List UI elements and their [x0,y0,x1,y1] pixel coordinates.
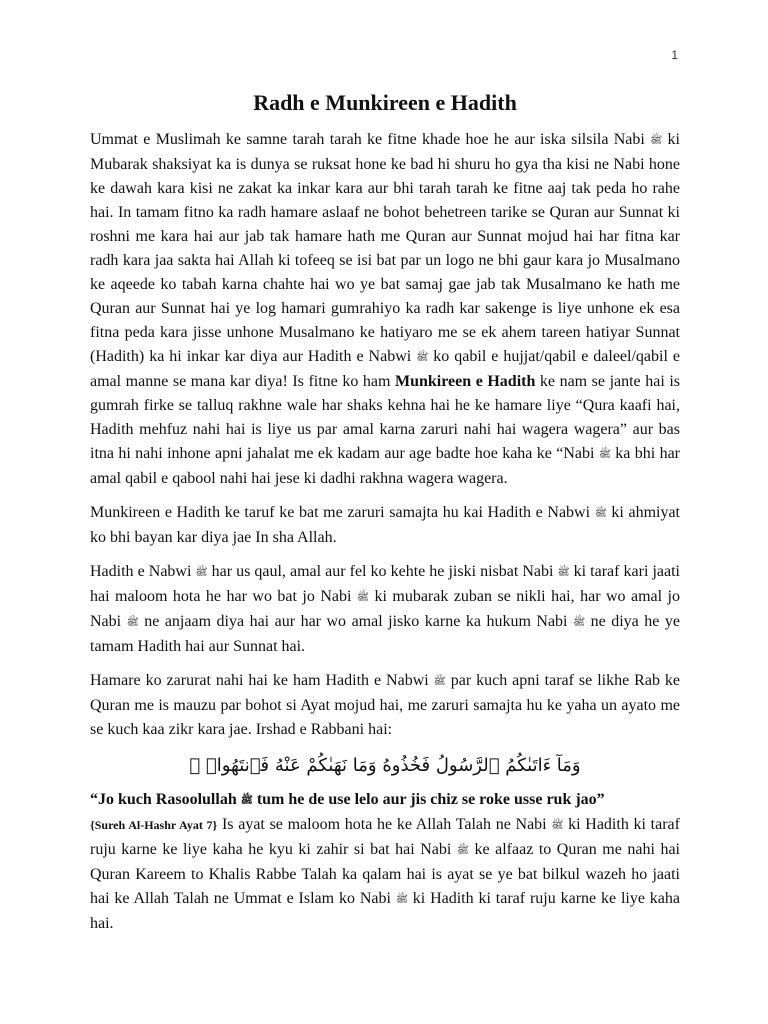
text-run: Munkireen e Hadith ke taruf ke bat me zaruri samajta hu kai Hadith e Nabwi [90,504,595,521]
text-run: har us qaul, amal aur fel ko kehte he jiski nisbat Nabi [207,563,558,580]
salawat-symbol: ﷺ [240,795,253,806]
text-run: ki taraf kari jaati hai maloom hota he har wo bat jo Nabi [90,563,680,605]
text-run: “Jo kuch Rasoolullah [90,791,241,808]
verse-reference: {Sureh Al-Hashr Ayat 7} [90,818,218,832]
text-run: Hamare ko zarurat nahi hai ke ham Hadith e Nabwi [90,672,434,689]
salawat-symbol: ﷺ [551,820,564,831]
text-run: ki mubarak zuban se nikli hai, har wo amal jo Nabi [90,588,681,630]
bold-term: Munkireen e Hadith [394,373,536,390]
salawat-symbol: ﷺ [416,352,429,363]
salawat-symbol: ﷺ [650,135,663,146]
salawat-symbol: ﷺ [557,567,570,578]
salawat-symbol: ﷺ [594,508,607,519]
salawat-symbol: ﷺ [126,617,139,628]
text-run: ko qabil e hujjat/qabil e daleel/qabil e amal manne se mana kar diya! Is fitne ko ham [90,348,680,390]
text-run: ki Hadith ki taraf ruju karne ke liye kaha hai. [90,890,681,932]
text-run: tum he de use lelo aur jis chiz se roke usse ruk jao” [252,791,605,808]
salawat-symbol: ﷺ [395,894,408,905]
salawat-symbol: ﷺ [356,592,369,603]
text-run: Hadith e Nabwi [90,563,196,580]
text-run: Is ayat se maloom hota he ke Allah Talah ne Nabi [217,816,552,833]
text-run: ki Mubarak shaksiyat ka is dunya se ruksat hone ke bad hi shuru ho gya tha kisi ne Nabi hone ke dawah kara kisi ne zakat ka inkar kara aur bhi tarah tarah ke fitne aaj tak peda ho rahe hai. In tamam fitno ka radh hamare aslaaf ne bohot behetreen tarike se Quran aur Sunnat ki roshni me kara hai aur jab tak hamare hath me Quran aur Sunnat mojud hai har fitna kar radh kara jaa sakta hai Allah ki tofeeq se isi bat par un logo ne bhi gaur kara jo Musalmano ke aqeede ko tabah karna chahte hai wo ye bat samaj gae jab tak Musalmano ke hath me Quran aur Sunnat hai ye log hamari gumrahiyo ka radh kar sakenge is liye unhone ek esa fitna peda kara jisse unhone Musalmano ke hatiyaro me se ek ahem tareen hatiyar Sunnat (Hadith) ka hi inkar kar diya aur Hadith e Nabwi [90,131,680,365]
text-run: ki ahmiyat ko bhi bayan kar diya jae In sha Allah. [90,504,681,546]
text-run: ka bhi har amal qabil e qabool nahi hai jese ki dadhi rakhna wagera wagera. [90,445,681,487]
text-run: ne diya he ye tamam Hadith hai aur Sunnat hai. [90,613,680,655]
paragraph-ahmiyat [90,501,680,550]
text-run: par kuch apni taraf se likhe Rab ke Quran me is mauzu par bohot si Ayat mojud hai, me zaruri samajta hu ke yaha un ayato me se kuch kaa zikr kara jae. Irshad e Rabbani hai: [90,672,681,738]
salawat-symbol: ﷺ [433,676,446,687]
salawat-symbol: ﷺ [195,567,208,578]
text-run: ki Hadith ki taraf ruju karne ke liye kaha he kyu ki zahir si bat hai Nabi [90,816,680,858]
paragraph-intro [90,128,680,491]
page-title: Radh e Munkireen e Hadith [253,90,517,115]
text-run: ne anjaam diya hai aur har wo amal jisko karne ka hukum Nabi [138,613,574,630]
text-run: Ummat e Muslimah ke samne tarah tarah ke fitne khade hoe he aur iska silsila Nabi [90,131,651,148]
page-number: 1 [671,48,678,62]
text-run: ke alfaaz to Quran me nahi hai Quran Kareem to Khalis Rabbe Talah ka qalam hai is ayat se ye bat bilkul wazeh ho jaati hai ke Allah Talah ne Ummat e Islam ko Nabi [90,841,680,907]
paragraph-explanation [90,813,680,936]
arabic-verse: وَمَآ ءَاتَىٰكُمُ ٱلرَّسُولُ فَخُذُوهُ وَمَا نَهَىٰكُمْ عَنْهُ فَٱنتَهُوا۟ ۚ [189,755,581,776]
salawat-symbol: ﷺ [573,617,586,628]
salawat-symbol: ﷺ [456,845,469,856]
paragraph-definition [90,560,680,659]
document-body [90,90,680,946]
salawat-symbol: ﷺ [598,449,611,460]
translation-quote [90,788,680,813]
paragraph-need [90,669,680,742]
text-run: ke nam se jante hai is gumrah firke se talluq rakhne wale har shaks kehna hai he ke hamare liye “Qura kaafi hai, Hadith mehfuz nahi hai is liye us par amal karna zaruri nahi hai wagera wagera” aur bas itna hi nahi inhone apni jahalat me ek kadam aur age badte hoe kaha ke “Nabi [90,373,680,462]
